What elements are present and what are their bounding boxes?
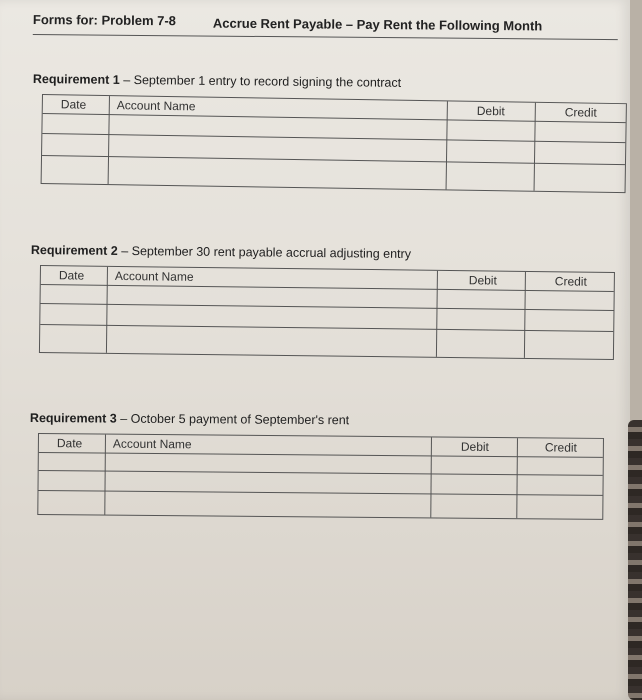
table-row: [42, 133, 625, 143]
requirement-2-description: – September 30 rent payable accrual adjusting entry: [117, 243, 412, 261]
table-1-credit-header: Credit: [564, 105, 597, 120]
column-divider: [104, 435, 106, 515]
table-2-header: [41, 266, 614, 292]
journal-table-3: [37, 433, 604, 520]
journal-table-2: [39, 265, 615, 360]
requirement-1-title: [33, 72, 401, 90]
table-1-header: [43, 95, 626, 123]
problem-title: Accrue Rent Payable – Pay Rent the Following Month: [212, 15, 543, 34]
table-3-debit-header: Debit: [460, 439, 489, 454]
table-2-credit-header: Credit: [554, 274, 587, 289]
requirement-1-number: Requirement 1: [32, 72, 120, 87]
column-divider: [524, 272, 526, 358]
table-1-date-header: Date: [60, 97, 87, 112]
page-header: [33, 10, 618, 40]
column-divider: [106, 267, 108, 353]
table-1-debit-header: Debit: [476, 103, 505, 119]
column-divider: [516, 438, 518, 518]
table-2-debit-header: Debit: [468, 273, 497, 288]
requirement-2-number: Requirement 2: [30, 243, 118, 258]
column-divider: [430, 437, 432, 517]
column-divider: [108, 96, 110, 184]
table-3-date-header: Date: [56, 436, 83, 451]
table-3-account-header: Account Name: [112, 436, 192, 452]
table-row: [38, 490, 602, 496]
table-row: [39, 470, 603, 476]
table-3-credit-header: Credit: [544, 440, 577, 455]
requirement-3-title: [30, 411, 349, 427]
requirement-2-title: [31, 243, 411, 261]
column-divider: [436, 271, 438, 357]
table-3-header: [39, 434, 603, 458]
table-row: [41, 303, 614, 311]
table-1-account-header: Account Name: [116, 98, 196, 114]
table-row: [40, 324, 613, 332]
spiral-binding: [628, 420, 642, 700]
table-2-date-header: Date: [58, 268, 85, 283]
requirement-3-description: – October 5 payment of September's rent: [116, 411, 350, 428]
requirement-3-number: Requirement 3: [29, 411, 117, 426]
journal-table-1: [41, 94, 627, 193]
forms-label: Forms for: Problem 7-8: [32, 11, 177, 29]
table-row: [42, 155, 625, 165]
column-divider: [534, 103, 536, 191]
column-divider: [446, 101, 448, 189]
requirement-1-description: – September 1 entry to record signing the contract: [119, 72, 402, 90]
table-2-account-header: Account Name: [114, 268, 194, 284]
